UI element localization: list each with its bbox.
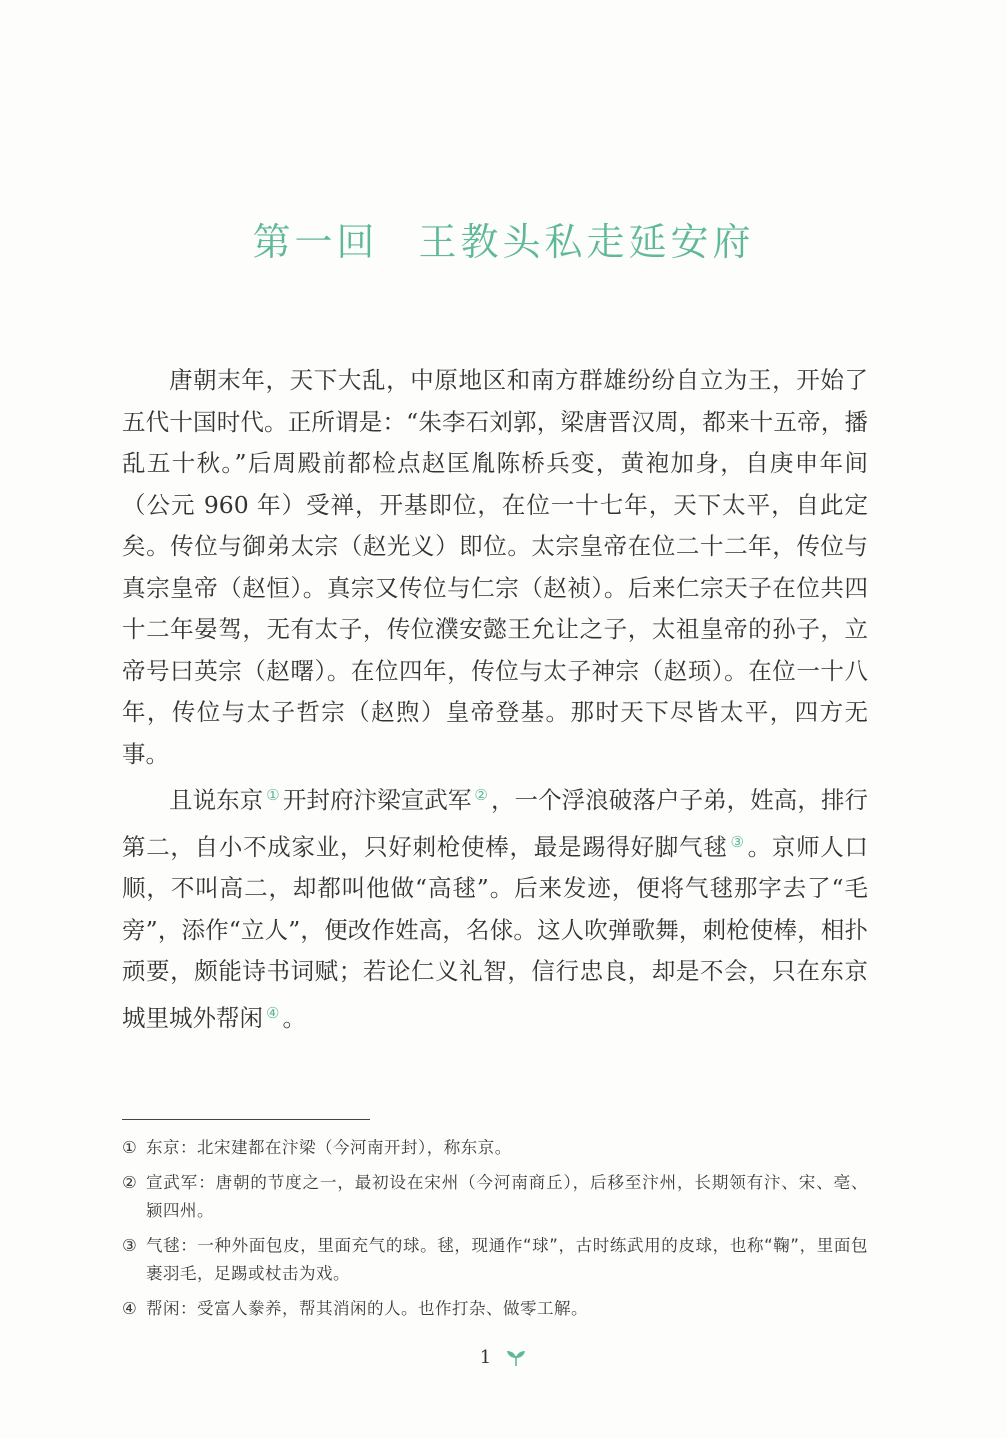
- paragraph-text: 。京师人口顺，不叫高二，却都叫他做“高毬”。后来发迹，便将气毬那字去了“毛旁”，添作“立人”，便改作姓高，名俅。这人吹弹歌舞，刺枪使棒，相扑顽要，颇能诗书词赋；若论仁义礼智，信行忠良，却是不会，只在东京城里城外帮闲: [122, 832, 869, 1032]
- page-number: 1: [479, 1347, 492, 1368]
- footnote-text: 气毬：一种外面包皮，里面充气的球。毬，现通作“球”，古时练武用的皮球，也称“鞠”，里面包裹羽毛，足踢或杖击为戏。: [146, 1236, 868, 1283]
- footnote: [122, 1134, 868, 1162]
- paragraph-text: 开封府汴梁宣武军: [282, 786, 472, 814]
- footnote: [122, 1295, 868, 1323]
- chapter-heading: [0, 212, 1007, 272]
- footnote-mark: ①: [122, 1138, 138, 1157]
- sprout-icon: [505, 1349, 527, 1367]
- footnote-ref[interactable]: ①: [266, 786, 280, 804]
- footnote-mark: ④: [122, 1299, 138, 1318]
- paragraph-text: 且说东京: [169, 786, 264, 814]
- footnote-mark: ③: [122, 1236, 138, 1255]
- footnote-text: 帮闲：受富人豢养，帮其消闲的人。也作打杂、做零工解。: [146, 1299, 588, 1318]
- footnote-ref[interactable]: ③: [730, 832, 745, 851]
- chapter-number: 第一回: [252, 220, 379, 264]
- paragraph-text: ，一个浮浪破落户子弟，姓高，排行第二，自小不成家业，只好刺枪使棒，最是踢得好脚气毬: [122, 786, 869, 861]
- footnote-ref[interactable]: ④: [266, 1003, 280, 1022]
- paragraph: [122, 775, 868, 1039]
- footnote-text: 东京：北宋建都在汴梁（今河南开封），称东京。: [146, 1138, 512, 1157]
- footnote-mark: ②: [122, 1173, 138, 1192]
- paragraph: [122, 360, 868, 775]
- footnote-ref[interactable]: ②: [474, 786, 488, 804]
- paragraph-text: 唐朝末年，天下大乱，中原地区和南方群雄纷纷自立为王，开始了五代十国时代。正所谓是：“朱李石刘郭，梁唐晋汉周，都来十五帝，播乱五十秋。”后周殿前都检点赵匡胤陈桥兵变，黄袍加身，自庚申年间（公元 960 年）受禅，开基即位，在位一十七年，天下太平，自此定矣。传位与御弟太宗（赵光义）即位。太宗皇帝在位二十二年，传位与真宗皇帝（赵恒）。真宗又传位与仁宗（赵祯）。后来仁宗天子在位共四十二年晏驾，无有太子，传位濮安懿王允让之子，太祖皇帝的孙子，立帝号曰英宗（赵曙）。在位四年，传位与太子神宗（赵顼）。在位一十八年，传位与太子哲宗（赵煦）皇帝登基。那时天下尽皆太平，四方无事。: [122, 366, 868, 768]
- footnotes: [122, 1134, 868, 1330]
- chapter-title: 王教头私走延安府: [418, 220, 755, 264]
- paragraph-text: 。: [282, 1003, 306, 1032]
- footnote: [122, 1169, 868, 1225]
- footnote: [122, 1232, 868, 1288]
- page-footer: [0, 1347, 1007, 1368]
- body-text: [122, 360, 868, 1039]
- footnote-text: 宣武军：唐朝的节度之一，最初设在宋州（今河南商丘），后移至汴州，长期领有汴、宋、亳、颍四州。: [146, 1173, 868, 1220]
- footnote-divider: [122, 1119, 370, 1120]
